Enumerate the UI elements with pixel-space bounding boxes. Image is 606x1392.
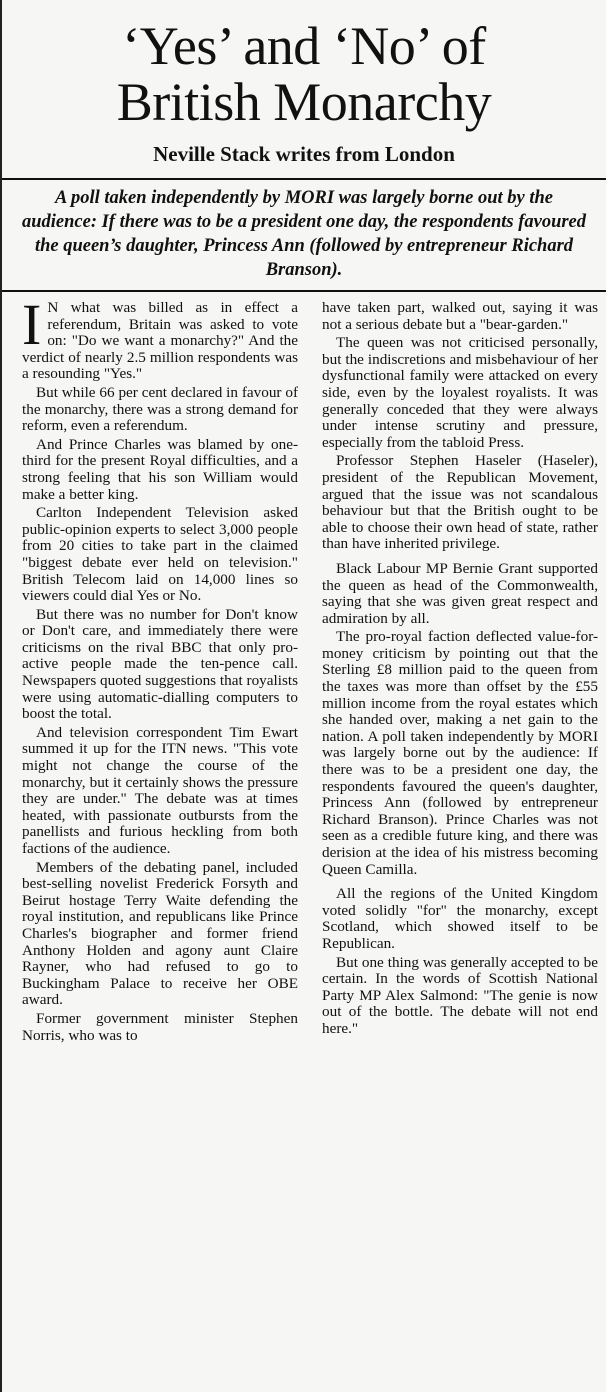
article-body	[2, 292, 606, 1046]
headline-line-2: British Monarchy	[116, 72, 492, 132]
drop-cap: I	[22, 292, 42, 357]
paragraph: Carlton Independent Television asked public-opinion experts to select 3,000 people from 20 cities to take part in the claimed "biggest debate ever held on television." British Telecom laid on 14,000 lines so viewers could dial Yes or No.	[22, 504, 298, 605]
paragraph: The queen was not criticised personally, but the indiscretions and misbehaviour of her dysfunctional family were attacked on every side, even by the loyalest royalists. It was generally conceded that they were always under intense scrutiny and pressure, especially from the tabloid Press.	[322, 334, 598, 451]
paragraph: I N what was billed as in effect a referendum, Britain was asked to vote on: "Do we want a monarchy?" And the verdict of nearly 2.5 million respondents was a resounding "Yes."	[22, 292, 298, 383]
left-column	[22, 292, 298, 1046]
standfirst: A poll taken independently by MORI was largely borne out by the audience: If there was to be a president one day, the respondents favoured the queen’s daughter, Princess Ann (followed by entrepreneur Richard Branson).	[21, 188, 587, 280]
paragraph: Black Labour MP Bernie Grant supported the queen as head of the Commonwealth, saying that she was given great respect and admiration by all.	[322, 559, 598, 627]
paragraph: But there was no number for Don't know or Don't care, and immediately there were criticisms on the rival BBC that only pro-active people made the ten-pence call. Newspapers quoted suggestions that royalists were using automatic-dialling computers to boost the total.	[22, 605, 298, 723]
paragraph: And television correspondent Tim Ewart summed it up for the ITN news. "This vote might not change the course of the monarchy, but it certainly shows the pressure they are under." The debate was at times heated, with passionate outbursts from the panellists and furious heckling from both factions of the audience.	[22, 723, 298, 857]
paragraph: But one thing was generally accepted to be certain. In the words of Scottish National Party MP Alex Salmond: "The genie is now out of the bottle. The debate will not end here."	[322, 953, 598, 1037]
headline	[2, 0, 606, 130]
byline: Neville Stack writes from London	[153, 142, 455, 166]
paragraph: have taken part, walked out, saying it was not a serious debate but a "bear-garden."	[322, 299, 598, 333]
paragraph: Members of the debating panel, included best-selling novelist Frederick Forsyth and Beirut hostage Terry Waite defending the royal institution, and republicans like Prince Charles's biographer and former friend Anthony Holden and agony aunt Claire Rayner, who had refused to go to Buckingham Palace to receive her OBE award.	[22, 858, 298, 1009]
paragraph: And Prince Charles was blamed by one-third for the present Royal difficulties, and a strong feeling that his son William would make a better king.	[22, 435, 298, 503]
right-column	[322, 300, 598, 1046]
paragraph: But while 66 per cent declared in favour of the monarchy, there was a strong demand for reform, even a referendum.	[22, 383, 298, 435]
paragraph: The pro-royal faction deflected value-for-money criticism by pointing out that the Sterling £8 million paid to the queen from the taxes was more than offset by the £55 million income from the royal estates which she handed over, making a net gain to the nation. A poll taken independently by MORI was largely borne out by the audience: If there was to be a president one day, the respondents favoured the queen's daughter, Princess Ann (followed by entrepreneur Richard Branson). Prince Charles was not seen as a credible future king, and there was derision at the idea of his mistress becoming Queen Camilla.	[322, 628, 598, 878]
paragraph: Professor Stephen Haseler (Haseler), president of the Republican Movement, argued that the issue was not scandalous behaviour but that the British ought to be able to choose their own head of state, rather than have inherited privilege.	[322, 452, 598, 553]
paragraph: All the regions of the United Kingdom voted solidly "for" the monarchy, except Scotland, which showed itself to be Republican.	[322, 885, 598, 952]
paragraph: Former government minister Stephen Norris, who was to	[22, 1009, 298, 1044]
headline-line-1: ‘Yes’ and ‘No’ of	[122, 16, 486, 76]
